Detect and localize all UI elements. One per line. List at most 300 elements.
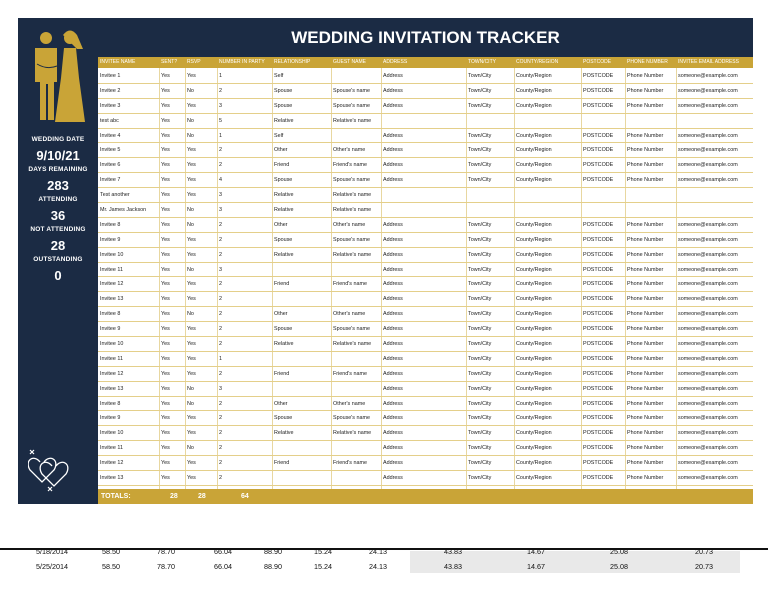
cell-rsvp[interactable]: Yes bbox=[187, 475, 196, 482]
cell-rsvp[interactable]: No bbox=[187, 221, 194, 228]
cell-postcode[interactable]: POSTCODE bbox=[583, 251, 614, 258]
cell-relationship[interactable]: Self bbox=[274, 73, 284, 79]
cell-town-city[interactable]: Town/City bbox=[468, 311, 492, 318]
cell-invitee-name[interactable]: Invitee 3 bbox=[100, 102, 121, 109]
cell-phone-number[interactable]: Phone Number bbox=[627, 355, 664, 362]
cell-sent[interactable]: Yes bbox=[161, 355, 170, 362]
cell-invitee-name[interactable]: Invitee 9 bbox=[100, 326, 121, 333]
cell-town-city[interactable]: Town/City bbox=[468, 385, 492, 392]
cell-sent[interactable]: Yes bbox=[161, 430, 170, 437]
cell-number-in-party[interactable]: 2 bbox=[219, 311, 222, 318]
table-row[interactable] bbox=[98, 426, 753, 441]
cell-town-city[interactable]: Town/City bbox=[468, 102, 492, 109]
cell-invitee-name[interactable]: Invitee 9 bbox=[100, 415, 121, 422]
cell-postcode[interactable]: POSTCODE bbox=[583, 415, 614, 422]
cell-sent[interactable]: Yes bbox=[161, 117, 170, 124]
cell-guest-name[interactable]: Relative's name bbox=[333, 341, 372, 348]
cell-sent[interactable]: Yes bbox=[161, 296, 170, 303]
cell-postcode[interactable]: POSTCODE bbox=[583, 430, 614, 437]
column-header-sent[interactable]: SENT? bbox=[161, 59, 178, 65]
cell-sent[interactable]: Yes bbox=[161, 326, 170, 333]
cell-rsvp[interactable]: Yes bbox=[187, 251, 196, 258]
cell-email[interactable]: someone@example.com bbox=[678, 132, 738, 139]
cell-sent[interactable]: Yes bbox=[161, 162, 170, 169]
cell-invitee-name[interactable]: Invitee 6 bbox=[100, 162, 121, 169]
column-header-number-in-party[interactable]: NUMBER IN PARTY bbox=[219, 59, 265, 65]
cell-number-in-party[interactable]: 2 bbox=[219, 445, 222, 452]
cell-sent[interactable]: Yes bbox=[161, 475, 170, 482]
cell-postcode[interactable]: POSTCODE bbox=[583, 475, 614, 482]
cell-county-region[interactable]: County/Region bbox=[516, 266, 552, 273]
cell-address[interactable]: Address bbox=[383, 341, 403, 348]
cell-invitee-name[interactable]: Invitee 4 bbox=[100, 132, 121, 139]
table-row[interactable] bbox=[98, 158, 753, 173]
cell-phone-number[interactable]: Phone Number bbox=[627, 296, 664, 303]
cell-invitee-name[interactable]: Invitee 2 bbox=[100, 87, 121, 94]
cell-invitee-name[interactable]: Invitee 10 bbox=[100, 251, 124, 258]
cell-town-city[interactable]: Town/City bbox=[468, 221, 492, 228]
cell-number-in-party[interactable]: 2 bbox=[219, 475, 222, 482]
cell-rsvp[interactable]: Yes bbox=[187, 415, 196, 422]
cell-guest-name[interactable]: Spouse's name bbox=[333, 326, 370, 333]
cell-rsvp[interactable]: Yes bbox=[187, 162, 196, 169]
cell-sent[interactable]: Yes bbox=[161, 221, 170, 228]
cell-guest-name[interactable]: Relative's name bbox=[333, 251, 372, 258]
cell-sent[interactable]: Yes bbox=[161, 177, 170, 184]
cell-address[interactable]: Address bbox=[383, 251, 403, 258]
cell-email[interactable]: someone@example.com bbox=[678, 475, 738, 482]
table-row[interactable] bbox=[98, 129, 753, 144]
cell-guest-name[interactable]: Friend's name bbox=[333, 281, 367, 288]
column-header-county-region[interactable]: COUNTY/REGION bbox=[516, 59, 559, 65]
cell-email[interactable]: someone@example.com bbox=[678, 415, 738, 422]
cell-sent[interactable]: Yes bbox=[161, 281, 170, 288]
cell-address[interactable]: Address bbox=[383, 281, 403, 288]
cell-county-region[interactable]: County/Region bbox=[516, 147, 552, 154]
column-header-phone-number[interactable]: PHONE NUMBER bbox=[627, 59, 668, 65]
cell-number-in-party[interactable]: 2 bbox=[219, 281, 222, 288]
cell-invitee-name[interactable]: Test another bbox=[100, 192, 130, 199]
cell-number-in-party[interactable]: 2 bbox=[219, 341, 222, 348]
cell-guest-name[interactable]: Spouse's name bbox=[333, 415, 370, 422]
cell-number-in-party[interactable]: 3 bbox=[219, 102, 222, 109]
cell-address[interactable]: Address bbox=[383, 87, 403, 94]
cell-phone-number[interactable]: Phone Number bbox=[627, 162, 664, 169]
cell-address[interactable]: Address bbox=[383, 400, 403, 407]
cell-relationship[interactable]: Relative bbox=[274, 207, 294, 214]
cell-town-city[interactable]: Town/City bbox=[468, 177, 492, 184]
cell-email[interactable]: someone@example.com bbox=[678, 311, 738, 318]
cell-county-region[interactable]: County/Region bbox=[516, 341, 552, 348]
cell-postcode[interactable]: POSTCODE bbox=[583, 162, 614, 169]
cell-county-region[interactable]: County/Region bbox=[516, 460, 552, 467]
cell-sent[interactable]: Yes bbox=[161, 266, 170, 273]
cell-town-city[interactable]: Town/City bbox=[468, 73, 492, 79]
cell-number-in-party[interactable]: 2 bbox=[219, 326, 222, 333]
cell-town-city[interactable]: Town/City bbox=[468, 460, 492, 467]
cell-address[interactable]: Address bbox=[383, 445, 403, 452]
cell-sent[interactable]: Yes bbox=[161, 132, 170, 139]
cell-county-region[interactable]: County/Region bbox=[516, 326, 552, 333]
cell-county-region[interactable]: County/Region bbox=[516, 251, 552, 258]
cell-number-in-party[interactable]: 2 bbox=[219, 415, 222, 422]
cell-phone-number[interactable]: Phone Number bbox=[627, 147, 664, 154]
cell-invitee-name[interactable]: Invitee 1 bbox=[100, 73, 121, 79]
cell-email[interactable]: someone@example.com bbox=[678, 102, 738, 109]
cell-address[interactable]: Address bbox=[383, 460, 403, 467]
cell-email[interactable]: someone@example.com bbox=[678, 266, 738, 273]
cell-email[interactable]: someone@example.com bbox=[678, 445, 738, 452]
cell-guest-name[interactable]: Spouse's name bbox=[333, 236, 370, 243]
table-row[interactable] bbox=[98, 84, 753, 99]
cell-phone-number[interactable]: Phone Number bbox=[627, 102, 664, 109]
cell-relationship[interactable]: Relative bbox=[274, 430, 294, 437]
column-header-address[interactable]: ADDRESS bbox=[383, 59, 408, 65]
cell-sent[interactable]: Yes bbox=[161, 102, 170, 109]
cell-rsvp[interactable]: No bbox=[187, 207, 194, 214]
cell-number-in-party[interactable]: 2 bbox=[219, 87, 222, 94]
table-row[interactable] bbox=[98, 277, 753, 292]
cell-address[interactable]: Address bbox=[383, 326, 403, 333]
cell-invitee-name[interactable]: Mr. James Jackson bbox=[100, 207, 147, 214]
cell-rsvp[interactable]: Yes bbox=[187, 236, 196, 243]
cell-invitee-name[interactable]: Invitee 12 bbox=[100, 460, 124, 467]
table-row[interactable] bbox=[98, 263, 753, 278]
cell-phone-number[interactable]: Phone Number bbox=[627, 281, 664, 288]
cell-guest-name[interactable]: Relative's name bbox=[333, 117, 372, 124]
cell-county-region[interactable]: County/Region bbox=[516, 445, 552, 452]
cell-rsvp[interactable]: Yes bbox=[187, 430, 196, 437]
cell-town-city[interactable]: Town/City bbox=[468, 132, 492, 139]
cell-county-region[interactable]: County/Region bbox=[516, 311, 552, 318]
cell-guest-name[interactable]: Spouse's name bbox=[333, 177, 370, 184]
cell-relationship[interactable]: Other bbox=[274, 147, 288, 154]
cell-postcode[interactable]: POSTCODE bbox=[583, 266, 614, 273]
table-row[interactable] bbox=[98, 69, 753, 84]
cell-phone-number[interactable]: Phone Number bbox=[627, 341, 664, 348]
table-row[interactable] bbox=[98, 352, 753, 367]
cell-invitee-name[interactable]: Invitee 10 bbox=[100, 430, 124, 437]
table-row[interactable] bbox=[98, 188, 753, 203]
cell-rsvp[interactable]: No bbox=[187, 400, 194, 407]
cell-relationship[interactable]: Spouse bbox=[274, 177, 293, 184]
cell-rsvp[interactable]: Yes bbox=[187, 102, 196, 109]
cell-postcode[interactable]: POSTCODE bbox=[583, 102, 614, 109]
cell-phone-number[interactable]: Phone Number bbox=[627, 73, 664, 79]
cell-invitee-name[interactable]: Invitee 11 bbox=[100, 445, 123, 452]
cell-sent[interactable]: Yes bbox=[161, 251, 170, 258]
cell-invitee-name[interactable]: Invitee 12 bbox=[100, 281, 124, 288]
cell-number-in-party[interactable]: 2 bbox=[219, 460, 222, 467]
cell-sent[interactable]: Yes bbox=[161, 192, 170, 199]
cell-guest-name[interactable]: Friend's name bbox=[333, 460, 367, 467]
table-row[interactable] bbox=[98, 337, 753, 352]
cell-number-in-party[interactable]: 1 bbox=[219, 73, 222, 79]
cell-county-region[interactable]: County/Region bbox=[516, 87, 552, 94]
cell-address[interactable]: Address bbox=[383, 311, 403, 318]
cell-invitee-name[interactable]: Invitee 13 bbox=[100, 475, 124, 482]
cell-address[interactable]: Address bbox=[383, 132, 403, 139]
cell-address[interactable]: Address bbox=[383, 266, 403, 273]
cell-sent[interactable]: Yes bbox=[161, 311, 170, 318]
cell-county-region[interactable]: County/Region bbox=[516, 415, 552, 422]
cell-county-region[interactable]: County/Region bbox=[516, 281, 552, 288]
cell-phone-number[interactable]: Phone Number bbox=[627, 132, 664, 139]
cell-relationship[interactable]: Relative bbox=[274, 117, 294, 124]
cell-relationship[interactable]: Other bbox=[274, 311, 288, 318]
cell-email[interactable]: someone@example.com bbox=[678, 385, 738, 392]
cell-invitee-name[interactable]: test abc bbox=[100, 117, 119, 124]
cell-invitee-name[interactable]: Invitee 8 bbox=[100, 400, 121, 407]
table-row[interactable] bbox=[98, 322, 753, 337]
table-row[interactable] bbox=[98, 173, 753, 188]
cell-invitee-name[interactable]: Invitee 12 bbox=[100, 370, 124, 377]
cell-number-in-party[interactable]: 2 bbox=[219, 147, 222, 154]
cell-invitee-name[interactable]: Invitee 10 bbox=[100, 341, 124, 348]
cell-county-region[interactable]: County/Region bbox=[516, 296, 552, 303]
cell-postcode[interactable]: POSTCODE bbox=[583, 281, 614, 288]
cell-email[interactable]: someone@example.com bbox=[678, 341, 738, 348]
cell-county-region[interactable]: County/Region bbox=[516, 177, 552, 184]
cell-rsvp[interactable]: Yes bbox=[187, 281, 196, 288]
cell-town-city[interactable]: Town/City bbox=[468, 326, 492, 333]
cell-phone-number[interactable]: Phone Number bbox=[627, 445, 664, 452]
cell-town-city[interactable]: Town/City bbox=[468, 251, 492, 258]
cell-sent[interactable]: Yes bbox=[161, 385, 170, 392]
cell-phone-number[interactable]: Phone Number bbox=[627, 87, 664, 94]
cell-postcode[interactable]: POSTCODE bbox=[583, 73, 614, 79]
cell-town-city[interactable]: Town/City bbox=[468, 475, 492, 482]
cell-county-region[interactable]: County/Region bbox=[516, 221, 552, 228]
cell-number-in-party[interactable]: 2 bbox=[219, 221, 222, 228]
cell-guest-name[interactable]: Friend's name bbox=[333, 370, 367, 377]
column-header-postcode[interactable]: POSTCODE bbox=[583, 59, 612, 65]
cell-relationship[interactable]: Other bbox=[274, 400, 288, 407]
cell-postcode[interactable]: POSTCODE bbox=[583, 236, 614, 243]
cell-rsvp[interactable]: No bbox=[187, 87, 194, 94]
cell-town-city[interactable]: Town/City bbox=[468, 415, 492, 422]
cell-invitee-name[interactable]: Invitee 13 bbox=[100, 385, 124, 392]
cell-guest-name[interactable]: Other's name bbox=[333, 221, 366, 228]
cell-rsvp[interactable]: Yes bbox=[187, 341, 196, 348]
cell-email[interactable]: someone@example.com bbox=[678, 251, 738, 258]
cell-address[interactable]: Address bbox=[383, 102, 403, 109]
cell-number-in-party[interactable]: 2 bbox=[219, 162, 222, 169]
cell-address[interactable]: Address bbox=[383, 430, 403, 437]
cell-town-city[interactable]: Town/City bbox=[468, 87, 492, 94]
cell-email[interactable]: someone@example.com bbox=[678, 430, 738, 437]
cell-relationship[interactable]: Self bbox=[274, 132, 284, 139]
cell-address[interactable]: Address bbox=[383, 236, 403, 243]
cell-county-region[interactable]: County/Region bbox=[516, 355, 552, 362]
cell-county-region[interactable]: County/Region bbox=[516, 73, 552, 79]
cell-phone-number[interactable]: Phone Number bbox=[627, 236, 664, 243]
cell-invitee-name[interactable]: Invitee 5 bbox=[100, 147, 121, 154]
cell-guest-name[interactable]: Relative's name bbox=[333, 430, 372, 437]
cell-county-region[interactable]: County/Region bbox=[516, 370, 552, 377]
cell-town-city[interactable]: Town/City bbox=[468, 430, 492, 437]
cell-rsvp[interactable]: No bbox=[187, 132, 194, 139]
cell-county-region[interactable]: County/Region bbox=[516, 102, 552, 109]
cell-sent[interactable]: Yes bbox=[161, 236, 170, 243]
cell-postcode[interactable]: POSTCODE bbox=[583, 296, 614, 303]
cell-town-city[interactable]: Town/City bbox=[468, 341, 492, 348]
cell-email[interactable]: someone@example.com bbox=[678, 460, 738, 467]
column-header-guest-name[interactable]: GUEST NAME bbox=[333, 59, 366, 65]
cell-rsvp[interactable]: No bbox=[187, 117, 194, 124]
cell-email[interactable]: someone@example.com bbox=[678, 73, 738, 79]
cell-guest-name[interactable]: Other's name bbox=[333, 147, 366, 154]
cell-county-region[interactable]: County/Region bbox=[516, 162, 552, 169]
cell-number-in-party[interactable]: 2 bbox=[219, 400, 222, 407]
cell-county-region[interactable]: County/Region bbox=[516, 132, 552, 139]
cell-relationship[interactable]: Friend bbox=[274, 281, 290, 288]
cell-guest-name[interactable]: Other's name bbox=[333, 400, 366, 407]
cell-postcode[interactable]: POSTCODE bbox=[583, 147, 614, 154]
cell-number-in-party[interactable]: 2 bbox=[219, 251, 222, 258]
cell-phone-number[interactable]: Phone Number bbox=[627, 221, 664, 228]
cell-address[interactable]: Address bbox=[383, 475, 403, 482]
cell-rsvp[interactable]: No bbox=[187, 385, 194, 392]
cell-address[interactable]: Address bbox=[383, 177, 403, 184]
table-row[interactable] bbox=[98, 441, 753, 456]
cell-email[interactable]: someone@example.com bbox=[678, 162, 738, 169]
cell-email[interactable]: someone@example.com bbox=[678, 177, 738, 184]
cell-number-in-party[interactable]: 5 bbox=[219, 117, 222, 124]
cell-town-city[interactable]: Town/City bbox=[468, 296, 492, 303]
cell-invitee-name[interactable]: Invitee 11 bbox=[100, 266, 123, 273]
cell-postcode[interactable]: POSTCODE bbox=[583, 355, 614, 362]
column-header-town-city[interactable]: TOWN/CITY bbox=[468, 59, 496, 65]
cell-number-in-party[interactable]: 4 bbox=[219, 177, 222, 184]
cell-relationship[interactable]: Relative bbox=[274, 341, 294, 348]
cell-postcode[interactable]: POSTCODE bbox=[583, 445, 614, 452]
table-row[interactable] bbox=[98, 382, 753, 397]
cell-address[interactable]: Address bbox=[383, 162, 403, 169]
cell-town-city[interactable]: Town/City bbox=[468, 445, 492, 452]
cell-address[interactable]: Address bbox=[383, 73, 403, 79]
cell-rsvp[interactable]: Yes bbox=[187, 460, 196, 467]
cell-email[interactable]: someone@example.com bbox=[678, 296, 738, 303]
cell-town-city[interactable]: Town/City bbox=[468, 162, 492, 169]
table-row[interactable] bbox=[98, 248, 753, 263]
cell-county-region[interactable]: County/Region bbox=[516, 385, 552, 392]
cell-phone-number[interactable]: Phone Number bbox=[627, 415, 664, 422]
cell-guest-name[interactable]: Relative's name bbox=[333, 192, 372, 199]
cell-relationship[interactable]: Friend bbox=[274, 370, 290, 377]
table-row[interactable] bbox=[98, 218, 753, 233]
cell-town-city[interactable]: Town/City bbox=[468, 266, 492, 273]
cell-invitee-name[interactable]: Invitee 7 bbox=[100, 177, 121, 184]
cell-relationship[interactable]: Spouse bbox=[274, 236, 293, 243]
cell-number-in-party[interactable]: 3 bbox=[219, 385, 222, 392]
cell-phone-number[interactable]: Phone Number bbox=[627, 326, 664, 333]
table-row[interactable] bbox=[98, 203, 753, 218]
cell-sent[interactable]: Yes bbox=[161, 341, 170, 348]
cell-sent[interactable]: Yes bbox=[161, 415, 170, 422]
cell-address[interactable]: Address bbox=[383, 385, 403, 392]
cell-relationship[interactable]: Friend bbox=[274, 460, 290, 467]
cell-relationship[interactable]: Spouse bbox=[274, 102, 293, 109]
cell-invitee-name[interactable]: Invitee 9 bbox=[100, 236, 121, 243]
cell-email[interactable]: someone@example.com bbox=[678, 147, 738, 154]
cell-number-in-party[interactable]: 2 bbox=[219, 236, 222, 243]
table-row[interactable] bbox=[98, 99, 753, 114]
cell-rsvp[interactable]: Yes bbox=[187, 192, 196, 199]
cell-email[interactable]: someone@example.com bbox=[678, 236, 738, 243]
cell-postcode[interactable]: POSTCODE bbox=[583, 341, 614, 348]
cell-number-in-party[interactable]: 3 bbox=[219, 192, 222, 199]
cell-county-region[interactable]: County/Region bbox=[516, 236, 552, 243]
cell-rsvp[interactable]: Yes bbox=[187, 355, 196, 362]
cell-email[interactable]: someone@example.com bbox=[678, 87, 738, 94]
cell-county-region[interactable]: County/Region bbox=[516, 430, 552, 437]
cell-postcode[interactable]: POSTCODE bbox=[583, 132, 614, 139]
table-row[interactable] bbox=[98, 292, 753, 307]
cell-email[interactable]: someone@example.com bbox=[678, 400, 738, 407]
cell-relationship[interactable]: Spouse bbox=[274, 326, 293, 333]
cell-number-in-party[interactable]: 1 bbox=[219, 132, 222, 139]
cell-postcode[interactable]: POSTCODE bbox=[583, 460, 614, 467]
cell-rsvp[interactable]: No bbox=[187, 445, 194, 452]
cell-postcode[interactable]: POSTCODE bbox=[583, 87, 614, 94]
table-row[interactable] bbox=[98, 307, 753, 322]
cell-sent[interactable]: Yes bbox=[161, 73, 170, 79]
cell-county-region[interactable]: County/Region bbox=[516, 475, 552, 482]
cell-county-region[interactable]: County/Region bbox=[516, 400, 552, 407]
cell-invitee-name[interactable]: Invitee 13 bbox=[100, 296, 124, 303]
cell-guest-name[interactable]: Relative's name bbox=[333, 207, 372, 214]
cell-sent[interactable]: Yes bbox=[161, 87, 170, 94]
cell-address[interactable]: Address bbox=[383, 370, 403, 377]
cell-phone-number[interactable]: Phone Number bbox=[627, 460, 664, 467]
cell-relationship[interactable]: Friend bbox=[274, 162, 290, 169]
cell-phone-number[interactable]: Phone Number bbox=[627, 311, 664, 318]
cell-sent[interactable]: Yes bbox=[161, 460, 170, 467]
cell-email[interactable]: someone@example.com bbox=[678, 281, 738, 288]
cell-phone-number[interactable]: Phone Number bbox=[627, 385, 664, 392]
cell-guest-name[interactable]: Friend's name bbox=[333, 162, 367, 169]
cell-town-city[interactable]: Town/City bbox=[468, 400, 492, 407]
cell-phone-number[interactable]: Phone Number bbox=[627, 475, 664, 482]
cell-address[interactable]: Address bbox=[383, 355, 403, 362]
cell-sent[interactable]: Yes bbox=[161, 370, 170, 377]
cell-rsvp[interactable]: Yes bbox=[187, 147, 196, 154]
cell-postcode[interactable]: POSTCODE bbox=[583, 221, 614, 228]
cell-invitee-name[interactable]: Invitee 8 bbox=[100, 221, 121, 228]
cell-phone-number[interactable]: Phone Number bbox=[627, 400, 664, 407]
cell-address[interactable]: Address bbox=[383, 221, 403, 228]
cell-number-in-party[interactable]: 2 bbox=[219, 430, 222, 437]
cell-invitee-name[interactable]: Invitee 11 bbox=[100, 355, 123, 362]
cell-town-city[interactable]: Town/City bbox=[468, 370, 492, 377]
cell-relationship[interactable]: Spouse bbox=[274, 87, 293, 94]
column-header-relationship[interactable]: RELATIONSHIP bbox=[274, 59, 311, 65]
cell-number-in-party[interactable]: 3 bbox=[219, 266, 222, 273]
cell-number-in-party[interactable]: 2 bbox=[219, 370, 222, 377]
cell-phone-number[interactable]: Phone Number bbox=[627, 430, 664, 437]
cell-email[interactable]: someone@example.com bbox=[678, 355, 738, 362]
table-row[interactable] bbox=[98, 143, 753, 158]
cell-postcode[interactable]: POSTCODE bbox=[583, 311, 614, 318]
cell-phone-number[interactable]: Phone Number bbox=[627, 177, 664, 184]
cell-number-in-party[interactable]: 3 bbox=[219, 207, 222, 214]
cell-town-city[interactable]: Town/City bbox=[468, 355, 492, 362]
cell-rsvp[interactable]: Yes bbox=[187, 73, 196, 79]
cell-rsvp[interactable]: No bbox=[187, 266, 194, 273]
table-row[interactable] bbox=[98, 456, 753, 471]
column-header-email[interactable]: INVITEE EMAIL ADDRESS bbox=[678, 59, 739, 65]
